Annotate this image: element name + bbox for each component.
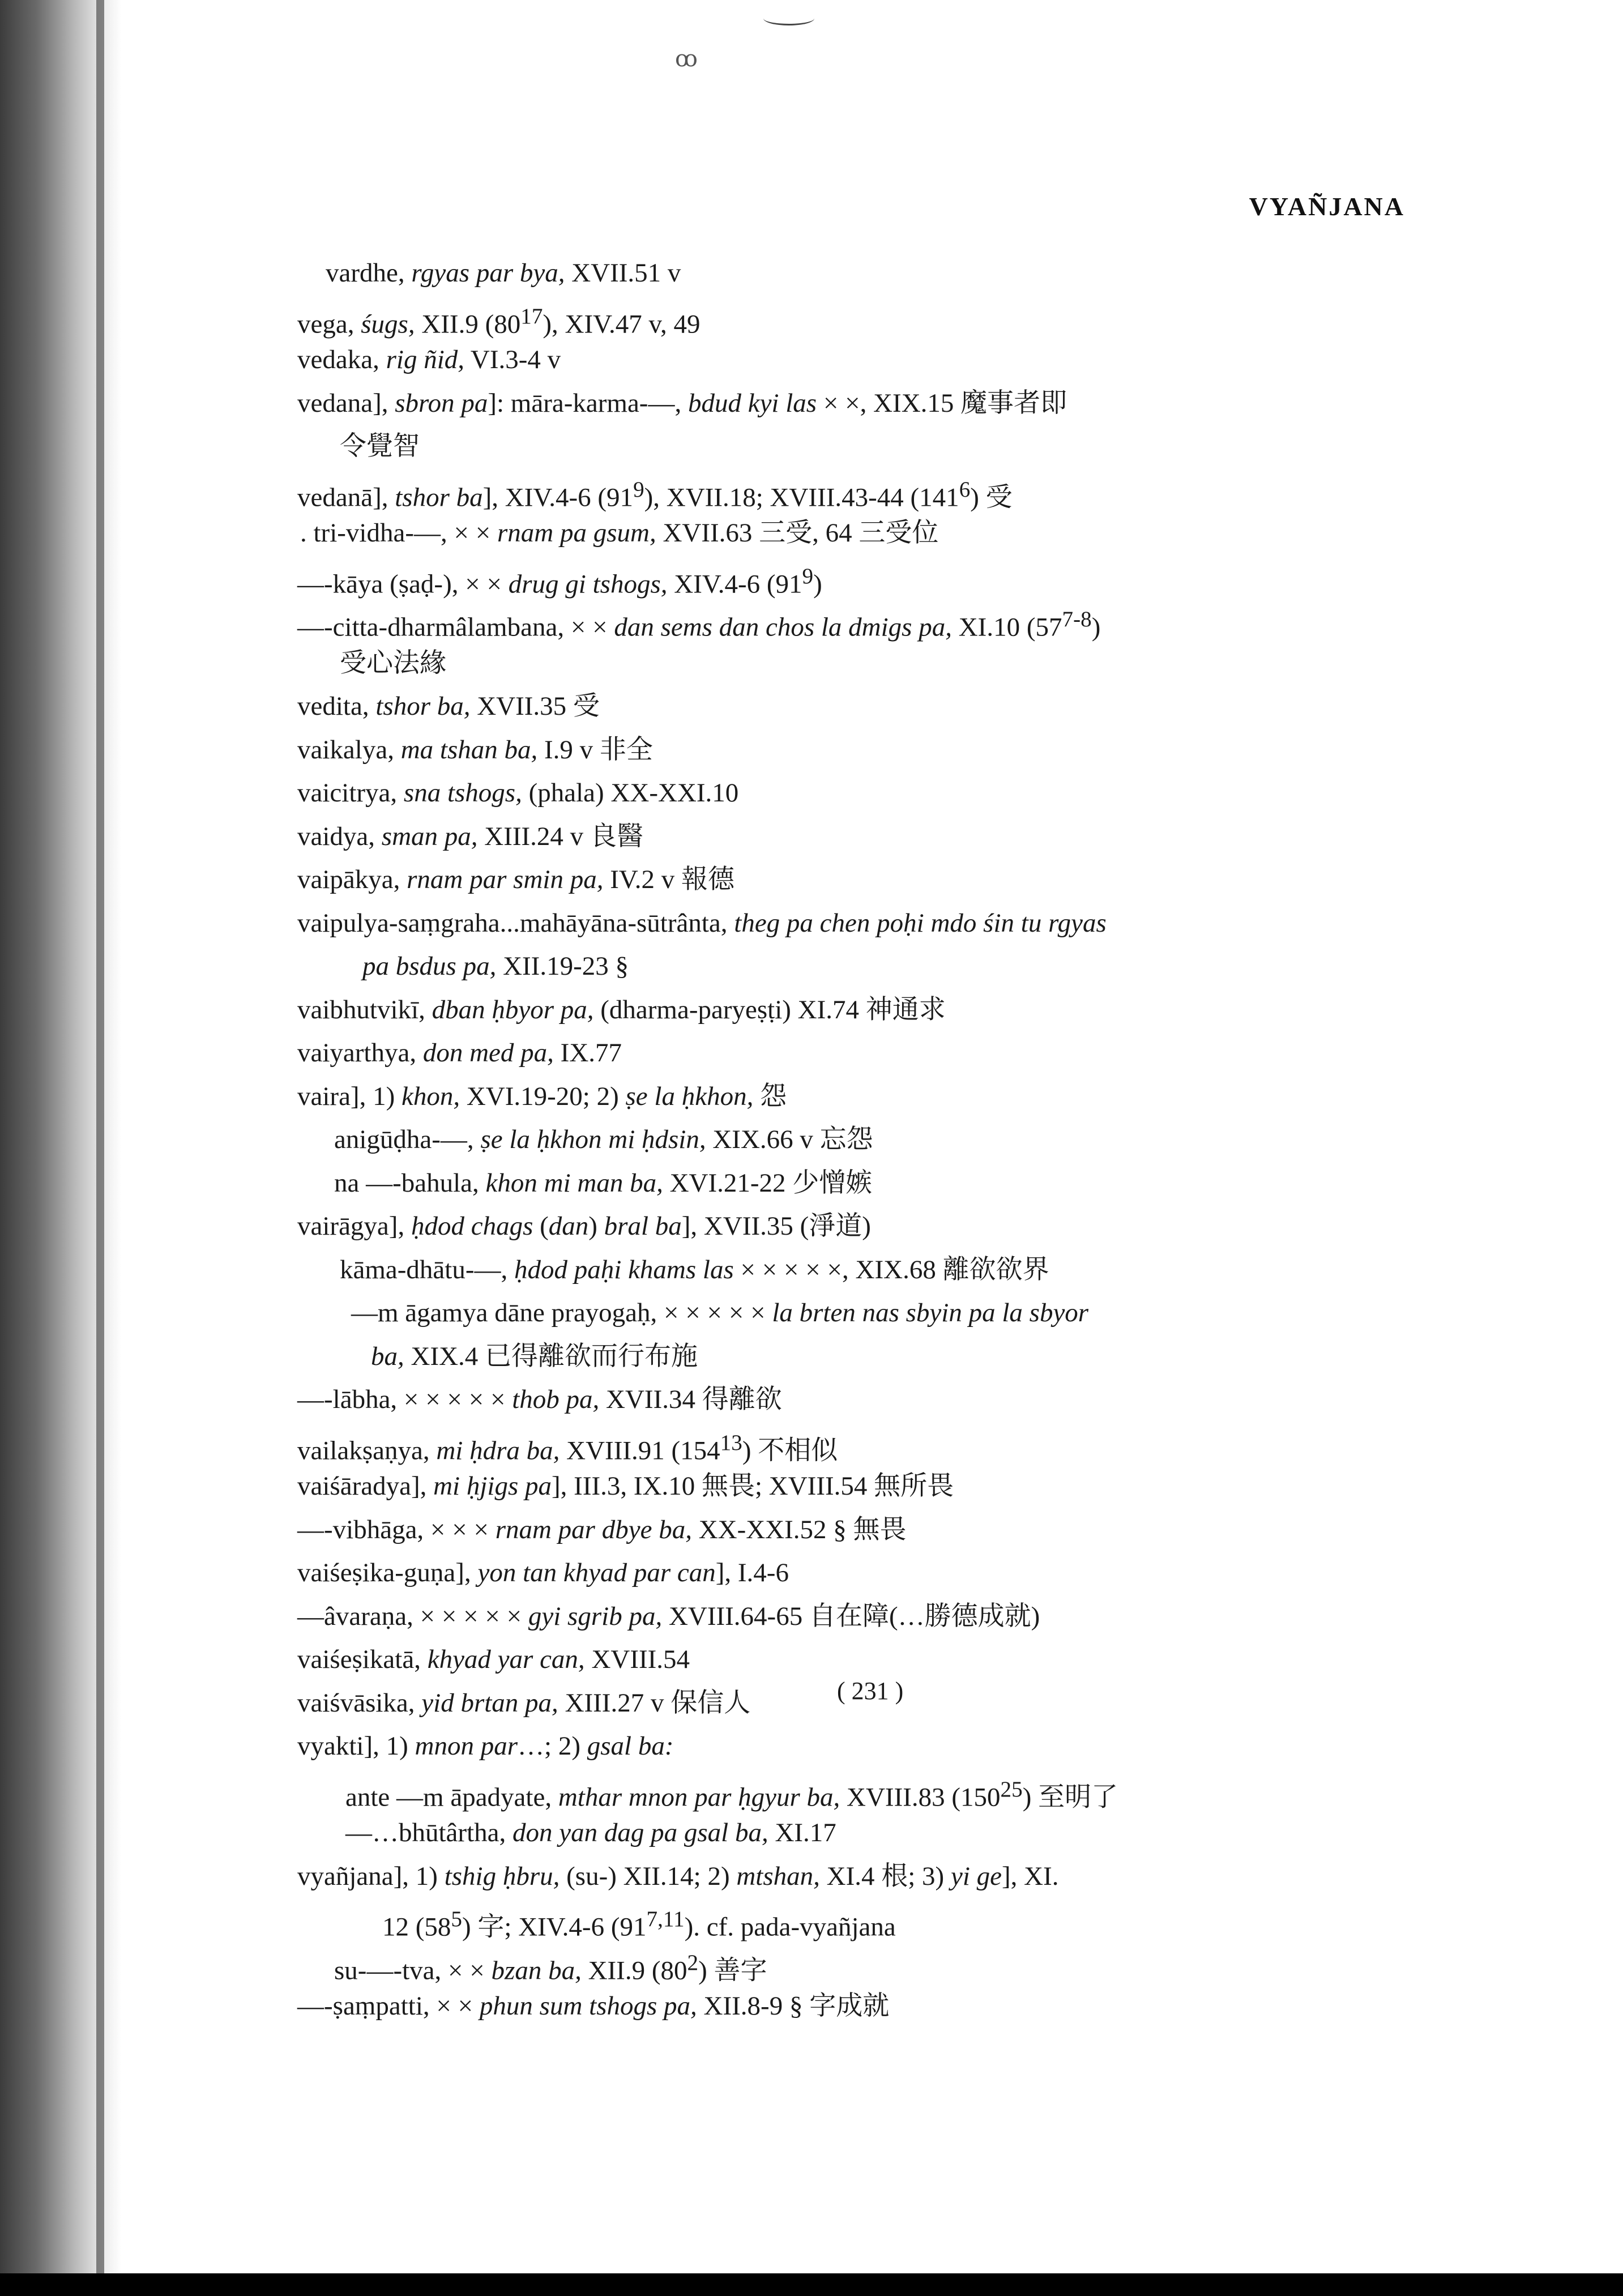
entry-line: vedita, tshor ba, XVII.35 受 [297,692,600,721]
entry-line: 令覺智 [340,432,420,461]
entry-line: —-lābha, × × × × × thob pa, XVII.34 得離欲 [297,1385,782,1414]
entry-line: vaiśeṣika-guṇa], yon tan khyad par can], I.4-6 [297,1558,789,1587]
entry-line: vaicitrya, sna tshogs, (phala) XX-XXI.10 [297,778,739,808]
entry-line: vedana], sbron pa]: māra-karma-—, bdud kyi las × ×, XIX.15 魔事者即 [297,389,1067,418]
entry-line: vaidya, sman pa, XIII.24 v 良醫 [297,822,643,851]
entry-line: su-—-tva, × × bzan ba, XII.9 $(80^2)$ 善字 [334,1951,767,1986]
entry-line: —âvaraṇa, × × × × × gyi sgrib pa, XVIII.64-65 自在障(…勝德成就) [297,1602,1040,1631]
entry-line: ba, XIX.4 已得離欲而行布施 [371,1342,698,1371]
entry-line: vaiśāradya], mi ḥjigs pa], III.3, IX.10 無畏; XVIII.54 無所畏 [297,1471,954,1501]
entry-line: vedanā], tshor ba], XIV.4-6 $(91^9)$, XVII.18; XVIII.43-44 $(141^6)$ 受 [297,477,1013,513]
entry-line: vyañjana], 1) tshig ḥbru, (su-) XII.14; 2) mtshan, XI.4 根; 3) yi ge], XI. [297,1862,1059,1891]
entry-line: vega, śugs, XII.9 $(80^{17})$, XIV.47 v, 49 [297,304,701,339]
entry-line: 12 $(58^5)$ 字; XIV.4-6 (91$^{7,11}$). cf. pada-vyañjana [382,1907,896,1942]
entry-line: vaira], 1) khon, XVI.19-20; 2) ṣe la ḥkhon, 怨 [297,1082,787,1111]
entry-line: —-vibhāga, × × × rnam par dbye ba, XX-XXI.52 § 無畏 [297,1515,907,1544]
entry-line: vaiyarthya, don med pa, IX.77 [297,1038,622,1068]
entry-line: anigūḍha-—, ṣe la ḥkhon mi ḥdsin, XIX.66 v 忘怨 [334,1125,873,1154]
entry-line: vedaka, rig ñid, VI.3-4 v [297,345,561,374]
entry-line: vaipulya-saṃgraha...mahāyāna-sūtrânta, theg pa chen poḥi mdo śin tu rgyas [297,908,1107,938]
entry-line: vairāgya], ḥdod chags (dan) bral ba], XVII.35 (淨道) [297,1211,871,1241]
entry-line: —-kāya (ṣaḍ-), × × drug gi tshogs, XIV.4-6 $(91^9)$ [297,564,822,599]
entry-line: —-citta-dharmâlambana, × × dan sems dan chos la dmigs pa, XI.10 (57$^{7-8}$) [297,607,1101,642]
entry-line: vaipākya, rnam par smin pa, IV.2 v 報德 [297,865,735,894]
entry-line: —m āgamya dāne prayogaḥ, × × × × × la brten nas sbyin pa la sbyor [351,1298,1089,1328]
book-spine-edge [96,0,104,2296]
entry-line: na —-bahula, khon mi man ba, XVI.21-22 少憎嫉 [334,1168,873,1198]
entry-line: —-ṣaṃpatti, × × phun sum tshogs pa, XII.8-9 § 字成就 [297,1991,890,2021]
scan-bottom-border [0,2273,1623,2296]
entry-line: vaiśvāsika, yid brtan pa, XIII.27 v 保信人 [297,1688,751,1718]
entry-line: 受心法緣 [340,648,446,678]
entry-line: —…bhūtârtha, don yan dag pa gsal ba, XI.17 [345,1818,836,1847]
entry-line: vardhe, rgyas par bya, XVII.51 v [326,258,681,288]
entry-line: vaiśeṣikatā, khyad yar can, XVIII.54 [297,1645,690,1674]
entry-line: ante —m āpadyate, mthar mnon par ḥgyur ba, XVIII.83 $(150^{25})$ 至明了 [345,1777,1118,1812]
scan-mark [763,11,814,25]
entry-line: vaibhutvikī, dban ḥbyor pa, (dharma-paryeṣṭi) XI.74 神通求 [297,995,946,1025]
entry-line: vailakṣaṇya, mi ḥdra ba, XVIII.91 $(154^{13})$ 不相似 [297,1431,838,1466]
page-number: ( 231 ) [837,1677,904,1705]
running-head: VYAÑJANA [1249,192,1405,221]
entry-line: vaikalya, ma tshan ba, I.9 v 非全 [297,735,653,765]
entry-line: kāma-dhātu-—, ḥdod paḥi khams las × × × × ×, XIX.68 離欲欲界 [340,1255,1049,1284]
entry-line: . tri-vidha-—, × × rnam pa gsum, XVII.63 三受, 64 三受位 [300,518,939,548]
entry-line: vyakti], 1) mnon par…; 2) gsal ba: [297,1731,674,1761]
entry-line: pa bsdus pa, XII.19-23 § [362,951,629,981]
page-top-mark: ꝏ [675,46,698,71]
